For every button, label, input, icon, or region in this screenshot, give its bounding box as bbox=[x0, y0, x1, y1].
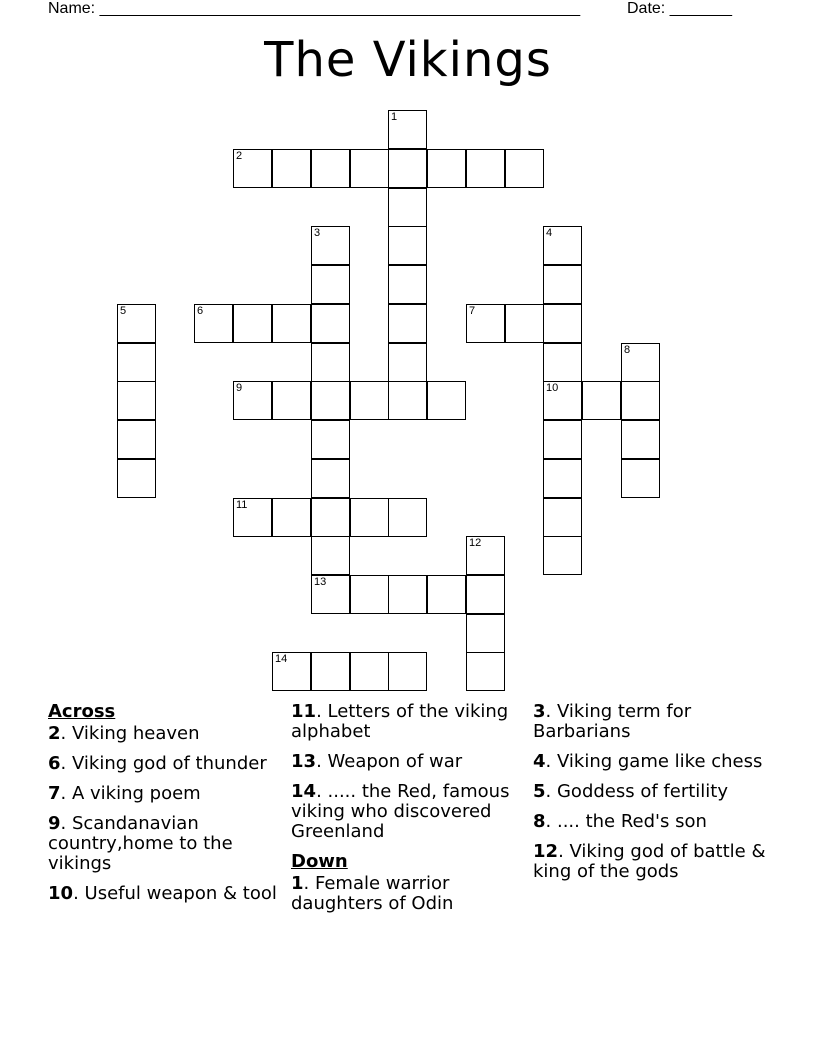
clue-down-4: 4. Viking game like chess bbox=[533, 751, 763, 772]
across-heading: Across bbox=[48, 701, 116, 722]
crossword-cell[interactable] bbox=[272, 304, 311, 343]
clue-across-9: 9. Scandanavian country,home to the vikings bbox=[48, 813, 233, 874]
crossword-cell[interactable] bbox=[233, 498, 272, 537]
crossword-cell[interactable] bbox=[388, 265, 427, 304]
cell-number: 6 bbox=[197, 305, 204, 317]
clue-text: Viking game like chess bbox=[556, 751, 763, 772]
cell-number: 12 bbox=[469, 537, 482, 549]
clue-number: 7 bbox=[48, 783, 61, 804]
crossword-cell[interactable] bbox=[388, 226, 427, 265]
crossword-cell[interactable] bbox=[543, 226, 582, 265]
crossword-cell[interactable] bbox=[505, 304, 544, 343]
cell-number: 3 bbox=[314, 227, 321, 239]
crossword-cell[interactable] bbox=[466, 149, 505, 188]
clue-across-6: 6. Viking god of thunder bbox=[48, 753, 267, 774]
clue-number: 6 bbox=[48, 753, 61, 774]
crossword-cell[interactable] bbox=[311, 149, 350, 188]
clue-across-2: 2. Viking heaven bbox=[48, 723, 200, 744]
crossword-cell[interactable] bbox=[311, 459, 350, 498]
crossword-cell[interactable] bbox=[117, 459, 156, 498]
clue-number: 3 bbox=[533, 701, 546, 722]
crossword-cell[interactable] bbox=[350, 575, 389, 614]
crossword-cell[interactable] bbox=[233, 381, 272, 420]
crossword-cell[interactable] bbox=[350, 498, 389, 537]
crossword-cell[interactable] bbox=[543, 304, 582, 343]
crossword-cell[interactable] bbox=[543, 536, 582, 575]
date-field[interactable]: Date: _______ bbox=[627, 0, 732, 17]
clue-across-11: 11. Letters of the viking alphabet bbox=[291, 701, 509, 742]
cell-number: 5 bbox=[120, 305, 127, 317]
clue-down-8: 8. .... the Red's son bbox=[533, 811, 707, 832]
crossword-cell[interactable] bbox=[427, 381, 466, 420]
crossword-cell[interactable] bbox=[272, 652, 311, 691]
crossword-cell[interactable] bbox=[466, 304, 505, 343]
clue-across-13: 13. Weapon of war bbox=[291, 751, 463, 772]
crossword-cell[interactable] bbox=[350, 381, 389, 420]
cell-number: 8 bbox=[624, 344, 631, 356]
crossword-cell[interactable] bbox=[543, 265, 582, 304]
clue-text: Viking god of thunder bbox=[71, 753, 267, 774]
crossword-cell[interactable] bbox=[272, 381, 311, 420]
crossword-cell[interactable] bbox=[117, 420, 156, 459]
crossword-cell[interactable] bbox=[311, 575, 350, 614]
clue-text: Letters of the viking alphabet bbox=[291, 701, 509, 742]
crossword-cell[interactable] bbox=[427, 575, 466, 614]
clue-number: 10 bbox=[48, 883, 74, 904]
clue-number: 11 bbox=[291, 701, 317, 722]
crossword-cell[interactable] bbox=[466, 614, 505, 653]
cell-number: 13 bbox=[314, 576, 327, 588]
clue-text: Viking heaven bbox=[71, 723, 200, 744]
crossword-cell[interactable] bbox=[543, 343, 582, 382]
crossword-cell[interactable] bbox=[233, 304, 272, 343]
crossword-cell[interactable] bbox=[621, 420, 660, 459]
crossword-cell[interactable] bbox=[427, 149, 466, 188]
crossword-cell[interactable] bbox=[311, 536, 350, 575]
crossword-cell[interactable] bbox=[505, 149, 544, 188]
clue-down-12: 12. Viking god of battle & king of the gods bbox=[533, 841, 766, 882]
down-heading: Down bbox=[291, 851, 348, 872]
clue-down-5: 5. Goddess of fertility bbox=[533, 781, 729, 802]
name-field[interactable]: Name: ______________________________________________________ bbox=[48, 0, 581, 17]
clue-number: 4 bbox=[533, 751, 546, 772]
crossword-cell[interactable] bbox=[311, 498, 350, 537]
crossword-cell[interactable] bbox=[350, 149, 389, 188]
page-title: The Vikings bbox=[264, 32, 552, 88]
crossword-cell[interactable] bbox=[311, 343, 350, 382]
crossword-cell[interactable] bbox=[233, 149, 272, 188]
clue-number: 12 bbox=[533, 841, 559, 862]
crossword-cell[interactable] bbox=[621, 459, 660, 498]
crossword-cell[interactable] bbox=[388, 110, 427, 149]
crossword-cell[interactable] bbox=[621, 381, 660, 420]
crossword-cell[interactable] bbox=[466, 652, 505, 691]
clue-text: Viking god of battle & king of the gods bbox=[533, 841, 766, 882]
crossword-cell[interactable] bbox=[388, 188, 427, 227]
clue-column-1 bbox=[48, 702, 278, 914]
cell-number: 9 bbox=[236, 382, 243, 394]
crossword-cell[interactable] bbox=[388, 575, 427, 614]
crossword-cell[interactable] bbox=[311, 381, 350, 420]
clue-text: .... the Red's son bbox=[556, 811, 707, 832]
crossword-cell[interactable] bbox=[543, 498, 582, 537]
clue-text: Weapon of war bbox=[327, 751, 463, 772]
cell-number: 14 bbox=[275, 653, 288, 665]
clue-number: 14 bbox=[291, 781, 317, 802]
clue-text: A viking poem bbox=[71, 783, 201, 804]
clue-text: Female warrior daughters of Odin bbox=[291, 873, 454, 914]
clue-text: ..... the Red, famous viking who discovered Greenland bbox=[291, 781, 510, 842]
crossword-cell[interactable] bbox=[388, 149, 427, 188]
crossword-cell[interactable] bbox=[272, 498, 311, 537]
crossword-cell[interactable] bbox=[543, 459, 582, 498]
crossword-cell[interactable] bbox=[311, 226, 350, 265]
clue-number: 13 bbox=[291, 751, 317, 772]
clue-across-7: 7. A viking poem bbox=[48, 783, 201, 804]
clue-number: 1 bbox=[291, 873, 304, 894]
clue-number: 2 bbox=[48, 723, 61, 744]
crossword-cell[interactable] bbox=[311, 652, 350, 691]
cell-number: 7 bbox=[469, 305, 476, 317]
crossword-cell[interactable] bbox=[388, 304, 427, 343]
clue-column-3 bbox=[533, 702, 773, 892]
crossword-cell[interactable] bbox=[388, 498, 427, 537]
crossword-cell[interactable] bbox=[311, 265, 350, 304]
crossword-cell[interactable] bbox=[621, 343, 660, 382]
crossword-cell[interactable] bbox=[466, 575, 505, 614]
clue-column-2 bbox=[291, 702, 521, 924]
clue-number: 5 bbox=[533, 781, 546, 802]
crossword-cell[interactable] bbox=[117, 304, 156, 343]
crossword-cell[interactable] bbox=[117, 343, 156, 382]
crossword-cell[interactable] bbox=[194, 304, 233, 343]
crossword-cell[interactable] bbox=[350, 652, 389, 691]
clue-number: 8 bbox=[533, 811, 546, 832]
crossword-cell[interactable] bbox=[272, 149, 311, 188]
clue-across-10: 10. Useful weapon & tool bbox=[48, 883, 277, 904]
clue-down-3: 3. Viking term for Barbarians bbox=[533, 701, 692, 742]
clue-number: 9 bbox=[48, 813, 61, 834]
crossword-cell[interactable] bbox=[388, 381, 427, 420]
crossword-cell[interactable] bbox=[311, 304, 350, 343]
clue-text: Viking term for Barbarians bbox=[533, 701, 692, 742]
cell-number: 10 bbox=[546, 382, 559, 394]
cell-number: 2 bbox=[236, 150, 243, 162]
crossword-cell[interactable] bbox=[388, 343, 427, 382]
crossword-cell[interactable] bbox=[543, 420, 582, 459]
clue-across-14: 14. ..... the Red, famous viking who discovered Greenland bbox=[291, 781, 510, 842]
cell-number: 11 bbox=[236, 499, 248, 511]
cell-number: 4 bbox=[546, 227, 553, 239]
cell-number: 1 bbox=[391, 111, 398, 123]
crossword-cell[interactable] bbox=[543, 381, 582, 420]
clue-text: Goddess of fertility bbox=[556, 781, 729, 802]
clue-text: Useful weapon & tool bbox=[84, 883, 277, 904]
crossword-cell[interactable] bbox=[311, 420, 350, 459]
crossword-cell[interactable] bbox=[117, 381, 156, 420]
clue-text: Scandanavian country,home to the vikings bbox=[48, 813, 233, 874]
crossword-cell[interactable] bbox=[388, 652, 427, 691]
crossword-cell[interactable] bbox=[466, 536, 505, 575]
clue-down-1: 1. Female warrior daughters of Odin bbox=[291, 873, 454, 914]
crossword-cell[interactable] bbox=[582, 381, 621, 420]
